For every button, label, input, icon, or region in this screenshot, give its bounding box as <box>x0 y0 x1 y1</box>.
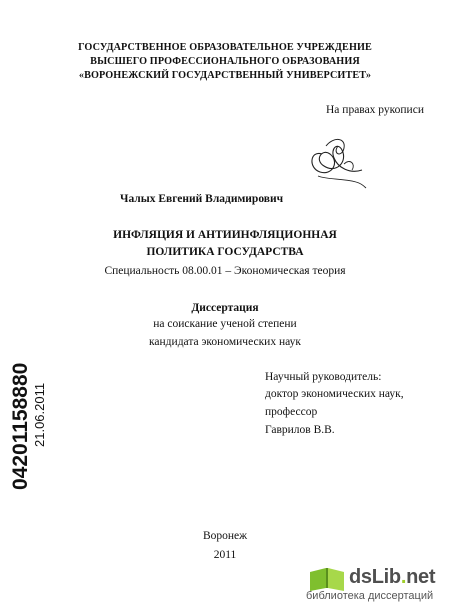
dissertation-heading: Диссертация <box>191 302 259 314</box>
supervisor-rank: профессор <box>265 406 318 418</box>
watermark-subtitle: библиотека диссертаций <box>306 590 434 602</box>
rights-note: На правах рукописи <box>326 104 424 116</box>
registration-number: 04201158880 <box>9 362 32 490</box>
header-line-3: «ВОРОНЕЖСКИЙ ГОСУДАРСТВЕННЫЙ УНИВЕРСИТЕТ» <box>78 70 372 81</box>
supervisor-degree: доктор экономических наук, <box>265 388 404 400</box>
book-logo-icon <box>308 564 346 592</box>
dissertation-line-2: кандидата экономических наук <box>149 336 301 348</box>
title-line-1: ИНФЛЯЦИЯ И АНТИИНФЛЯЦИОННАЯ <box>113 229 337 241</box>
watermark-logo-text: dsLib.net <box>349 566 436 588</box>
author-name: Чалых Евгений Владимирович <box>120 193 284 205</box>
dslib-watermark <box>306 560 448 606</box>
year: 2011 <box>213 549 237 561</box>
city: Воронеж <box>202 530 248 542</box>
supervisor-label: Научный руководитель: <box>265 371 382 383</box>
title-line-2: ПОЛИТИКА ГОСУДАРСТВА <box>146 246 304 258</box>
supervisor-name: Гаврилов В.В. <box>265 424 335 436</box>
signature-image <box>304 124 368 194</box>
registration-stamp <box>10 350 54 490</box>
registration-date: 21.06.2011 <box>32 382 47 447</box>
header-line-1: ГОСУДАРСТВЕННОЕ ОБРАЗОВАТЕЛЬНОЕ УЧРЕЖДЕНИЕ <box>78 42 372 53</box>
dissertation-line-1: на соискание ученой степени <box>153 318 297 330</box>
specialty: Специальность 08.00.01 – Экономическая теория <box>104 265 346 277</box>
header-line-2: ВЫСШЕГО ПРОФЕССИОНАЛЬНОГО ОБРАЗОВАНИЯ <box>90 56 360 67</box>
